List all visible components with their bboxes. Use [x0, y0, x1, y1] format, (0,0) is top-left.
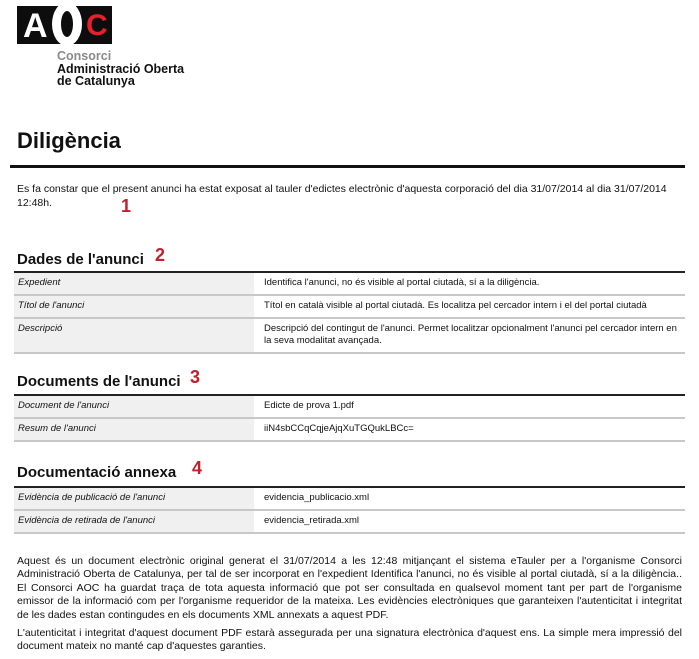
org-line-2: Administració Oberta	[57, 61, 185, 76]
logo-letter-c: C	[86, 9, 108, 42]
table-annexa	[14, 486, 685, 534]
row-key: Evidència de publicació de l'anunci	[14, 488, 254, 509]
table-dades	[14, 271, 685, 354]
table-documents	[14, 394, 685, 442]
footer-text	[17, 555, 682, 659]
logo-letter-a: A	[23, 7, 48, 44]
row-key: Document de l'anunci	[14, 396, 254, 417]
table-row	[14, 511, 685, 534]
annotation-marker-3: 3	[190, 367, 201, 387]
table-row	[14, 488, 685, 511]
row-key: Resum de l'anunci	[14, 419, 254, 440]
logo-mark	[17, 6, 112, 44]
row-value: Títol en català visible al portal ciutadà. Es localitza pel cercador intern i el del portal ciutadà	[264, 300, 647, 311]
footer-paragraph-1: Aquest és un document electrònic original generat el 31/07/2014 a les 12:48 mitjançant el sistema eTauler per a l'organisme Consorci Administració Oberta de Catalunya, per tal de ser incorporat en l'expedient Identifica l'anunci, no és visible al portal ciutadà, sí a la diligència.. El Consorci AOC ha guardat traça de tota aquesta informació que pot ser consultada en qualsevol moment tant per part de l'organisme emissor de la informació com per l'organisme requeridor de la mateixa. Les evidències electròniques que garanteixen l'autenticitat i integritat de les dades estan contingudes en els documents XML annexats a aquest PDF.	[17, 555, 682, 621]
row-key: Descripció	[14, 319, 254, 352]
logo-letter-o-circle	[52, 6, 82, 44]
section-heading-documents: Documents de l'anunci	[17, 373, 181, 390]
row-key: Títol de l'anunci	[14, 296, 254, 317]
intro-text: Es fa constar que el present anunci ha estat exposat al tauler d'edictes electrònic d'aquesta corporació del dia 31/07/2014 al dia 31/07/2014 12:48h.	[17, 183, 667, 209]
table-row	[14, 419, 685, 442]
row-value: iiN4sbCCqCqjeAjqXuTGQukLBCc=	[264, 423, 414, 434]
footer-paragraph-2: L'autenticitat i integritat d'aquest document PDF estarà assegurada per una signatura electrònica d'aquest ens. La simple mera impressió del document mateix no manté cap d'aquestes garanties.	[17, 627, 682, 653]
organization-name	[57, 50, 184, 88]
annotation-marker-2: 2	[155, 245, 166, 265]
row-key: Evidència de retirada de l'anunci	[14, 511, 254, 532]
page-title: Diligència	[17, 128, 121, 153]
row-value: Identifica l'anunci, no és visible al portal ciutadà, sí a la diligència.	[264, 277, 540, 288]
section-heading-annexa: Documentació annexa	[17, 464, 177, 481]
org-line-1: Consorci	[57, 49, 112, 63]
row-value: evidencia_publicacio.xml	[264, 492, 370, 503]
table-row	[14, 296, 685, 319]
table-row	[14, 273, 685, 296]
row-value: Edicte de prova 1.pdf	[264, 400, 354, 411]
table-row	[14, 319, 685, 354]
annotation-marker-4: 4	[192, 458, 203, 478]
section-heading-dades: Dades de l'anunci	[17, 251, 144, 268]
title-divider	[10, 165, 685, 168]
row-value: evidencia_retirada.xml	[264, 515, 360, 526]
row-key: Expedient	[14, 273, 254, 294]
row-value: Descripció del contingut de l'anunci. Permet localitzar opcionalment l'anunci pel cercador intern en la seva modalitat avançada.	[264, 323, 677, 346]
org-line-3: de Catalunya	[57, 74, 135, 88]
table-row	[14, 396, 685, 419]
annotation-marker-1: 1	[121, 196, 132, 216]
